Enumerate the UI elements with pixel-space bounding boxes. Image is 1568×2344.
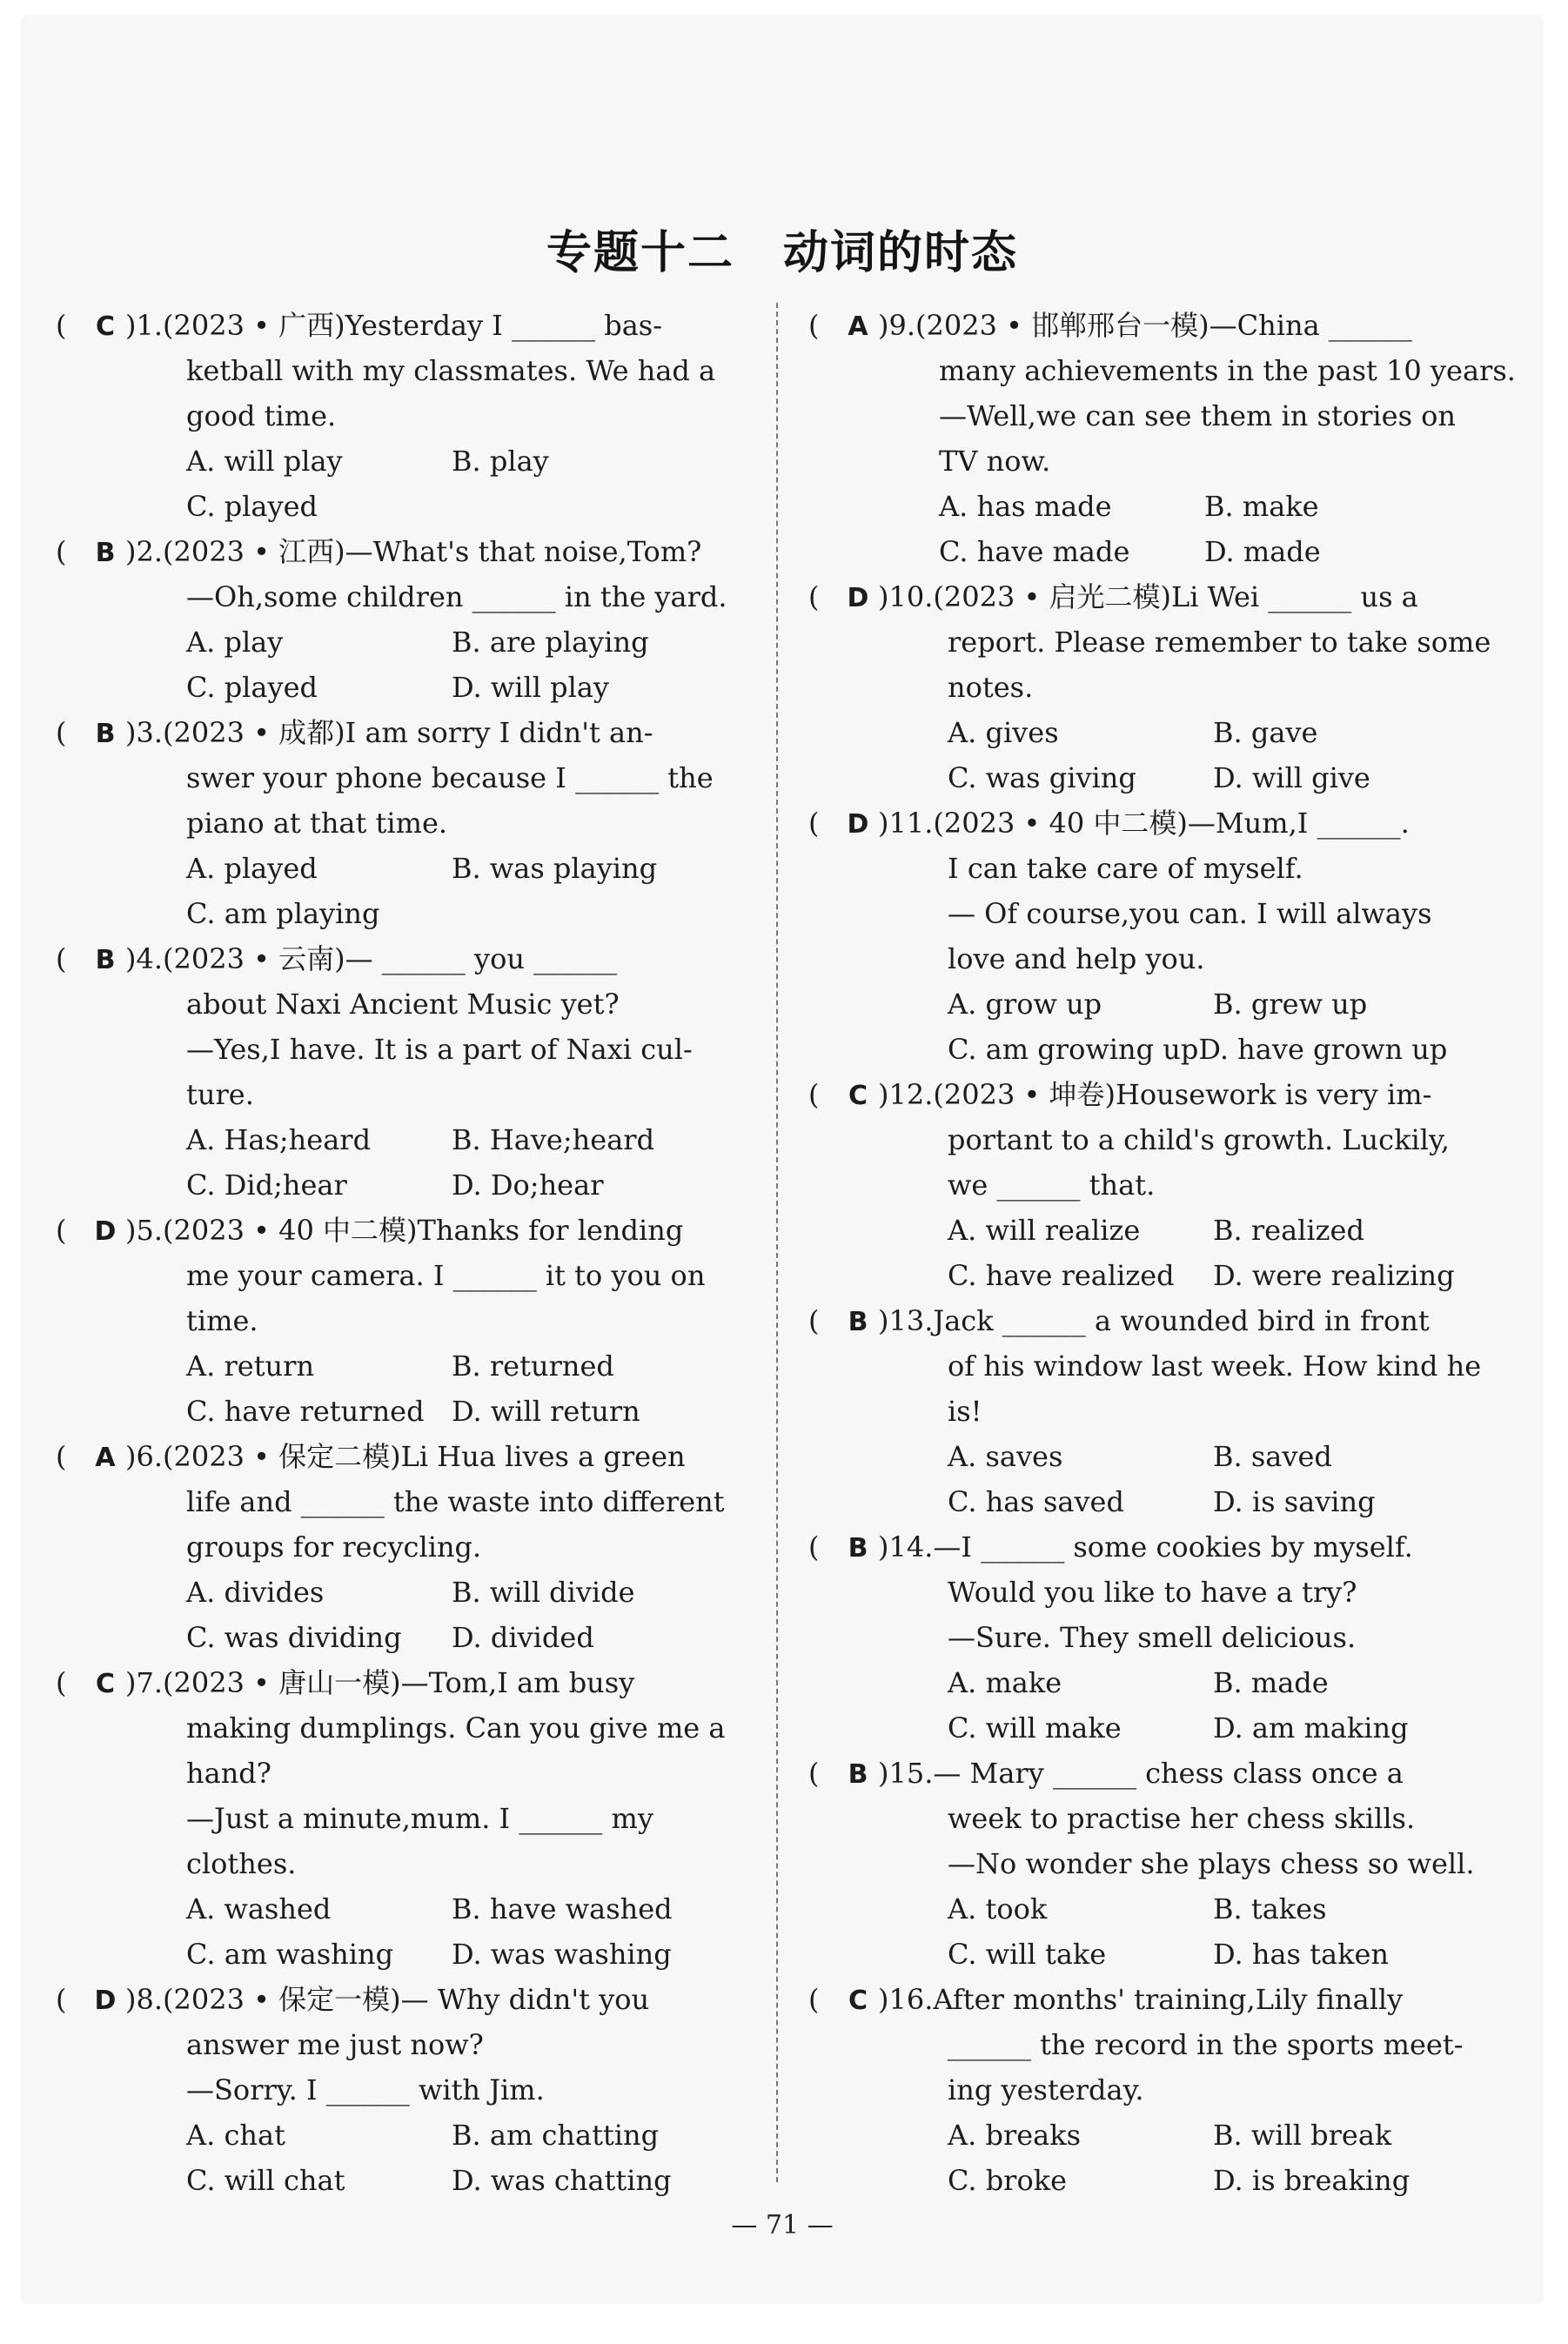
- question-item: [808, 1977, 1531, 2203]
- question-stem-line: many achievements in the past 10 years.: [939, 354, 1516, 387]
- options-row: [808, 1660, 1531, 1705]
- question-stem-line: time.: [186, 1304, 258, 1337]
- question-stem-line: — Mary ______ chess class once a: [933, 1757, 1404, 1790]
- options-row: [808, 484, 1531, 529]
- answer-option: D. Do;hear: [452, 1169, 604, 1202]
- open-paren: (: [56, 716, 67, 749]
- options-row: [56, 1570, 769, 1615]
- question-first-line: [808, 1298, 1531, 1343]
- question-stem-line: report. Please remember to take some: [948, 626, 1491, 659]
- answer-letter: D: [847, 583, 869, 613]
- question-item: [808, 574, 1531, 800]
- question-stem-line: (2023 • 保定一模)— Why didn't you: [163, 1983, 650, 2016]
- question-stem-line: we ______ that.: [948, 1169, 1156, 1202]
- question-number: 10.: [888, 580, 934, 613]
- answer-option: D. made: [1204, 535, 1321, 568]
- options-row: [56, 1932, 769, 1977]
- question-stem-line: ing yesterday.: [948, 2073, 1144, 2106]
- open-paren: (: [56, 1214, 67, 1247]
- question-stem-line: swer your phone because I ______ the: [186, 761, 714, 794]
- open-paren: (: [56, 535, 67, 568]
- question-stem-line: is!: [948, 1395, 982, 1428]
- title-topic: 专题十二: [546, 227, 734, 279]
- question-stem-line: —Sorry. I ______ with Jim.: [186, 2073, 545, 2106]
- question-item: [808, 1298, 1531, 1524]
- options-row: [808, 1932, 1531, 1977]
- open-paren: (: [808, 1078, 820, 1111]
- options-row: [808, 1434, 1531, 1479]
- question-stem-line: (2023 • 40 中二模)—Mum,I ______.: [933, 807, 1410, 840]
- answer-letter: C: [95, 1669, 116, 1699]
- close-paren: ): [878, 580, 889, 613]
- answer-option: A. gives: [948, 716, 1059, 749]
- page-title: [21, 216, 1544, 281]
- question-first-line: [808, 574, 1531, 619]
- left-column: [56, 303, 769, 2203]
- question-number: 11.: [888, 807, 934, 840]
- question-stem-line: (2023 • 保定二模)Li Hua lives a green: [163, 1440, 686, 1473]
- question-stem-line: —Yes,I have. It is a part of Naxi cul-: [186, 1033, 693, 1066]
- question-number: 12.: [888, 1078, 934, 1111]
- question-stem-line: —Sure. They smell delicious.: [948, 1621, 1357, 1654]
- question-number: 4.: [136, 942, 164, 975]
- answer-option: D. will return: [452, 1395, 640, 1428]
- options-row: [808, 1027, 1531, 1072]
- question-number: 6.: [136, 1440, 164, 1473]
- close-paren: ): [878, 1078, 889, 1111]
- answer-option: C. will chat: [186, 2164, 345, 2197]
- answer-option: A. divides: [186, 1576, 325, 1609]
- question-item: [808, 303, 1531, 574]
- question-item: [56, 936, 769, 1208]
- question-number: 9.: [888, 309, 916, 342]
- answer-option: A. played: [186, 852, 318, 885]
- answer-option: C. will take: [948, 1938, 1107, 1971]
- answer-option: D. were realizing: [1213, 1259, 1455, 1292]
- question-stem-line: (2023 • 唐山一模)—Tom,I am busy: [163, 1666, 635, 1699]
- close-paren: ): [878, 1304, 889, 1337]
- answer-letter: B: [848, 1533, 868, 1564]
- question-stem-line: (2023 • 江西)—What's that noise,Tom?: [163, 535, 702, 568]
- answer-option: B. will break: [1213, 2119, 1392, 2152]
- question-stem-line: life and ______ the waste into different: [186, 1485, 725, 1518]
- close-paren: ): [878, 1983, 889, 2016]
- answer-option: B. are playing: [452, 626, 649, 659]
- open-paren: (: [808, 1757, 820, 1790]
- answer-letter: A: [848, 311, 868, 342]
- options-row: [808, 529, 1531, 574]
- answer-option: D. is breaking: [1213, 2164, 1411, 2197]
- question-number: 2.: [136, 535, 164, 568]
- answer-option: B. made: [1213, 1666, 1329, 1699]
- answer-option: A. breaks: [948, 2119, 1082, 2152]
- question-first-line: [56, 936, 769, 981]
- options-row: [56, 891, 769, 936]
- answer-option: B. takes: [1213, 1892, 1327, 1925]
- answer-option: C. have made: [939, 535, 1130, 568]
- options-row: [56, 439, 769, 484]
- question-number: 3.: [136, 716, 164, 749]
- answer-option: C. played: [186, 671, 318, 704]
- question-stem-line: — Of course,you can. I will always: [948, 897, 1432, 930]
- question-stem-line: TV now.: [939, 445, 1051, 478]
- answer-option: C. played: [186, 490, 318, 523]
- answer-option: A. play: [186, 626, 284, 659]
- open-paren: (: [56, 1666, 67, 1699]
- question-number: 14.: [888, 1530, 934, 1564]
- answer-option: B. gave: [1213, 716, 1318, 749]
- answer-option: A. will realize: [948, 1214, 1141, 1247]
- close-paren: ): [878, 807, 889, 840]
- open-paren: (: [56, 1440, 67, 1473]
- question-stem-line: —Well,we can see them in stories on: [939, 399, 1457, 432]
- answer-option: B. make: [1204, 490, 1319, 523]
- question-number: 16.: [888, 1983, 934, 2016]
- open-paren: (: [56, 942, 67, 975]
- options-row: [56, 1886, 769, 1932]
- answer-option: A. return: [186, 1349, 315, 1383]
- question-first-line: [808, 1524, 1531, 1570]
- question-stem-line: ketball with my classmates. We had a: [186, 354, 716, 387]
- options-row: [56, 665, 769, 710]
- question-stem-line: about Naxi Ancient Music yet?: [186, 988, 620, 1021]
- question-first-line: [808, 1751, 1531, 1796]
- answer-option: A. chat: [186, 2119, 285, 2152]
- answer-option: C. was dividing: [186, 1621, 402, 1654]
- answer-letter: C: [95, 311, 116, 342]
- close-paren: ): [125, 1983, 137, 2016]
- answer-option: A. make: [948, 1666, 1062, 1699]
- answer-option: D. will give: [1213, 761, 1370, 794]
- question-stem-line: me your camera. I ______ it to you on: [186, 1259, 706, 1292]
- question-first-line: [56, 1977, 769, 2022]
- answer-option: A. washed: [186, 1892, 332, 1925]
- close-paren: ): [878, 1757, 889, 1790]
- question-number: 8.: [136, 1983, 164, 2016]
- answer-option: B. grew up: [1213, 988, 1368, 1021]
- options-row: [56, 2113, 769, 2158]
- answer-option: A. took: [948, 1892, 1048, 1925]
- close-paren: ): [125, 1440, 137, 1473]
- answer-option: C. was giving: [948, 761, 1136, 794]
- question-number: 1.: [136, 309, 164, 342]
- question-stem-line: (2023 • 邯郸邢台一模)—China ______: [915, 309, 1412, 342]
- options-row: [56, 1615, 769, 1660]
- answer-option: C. am growing upD. have grown up: [948, 1033, 1448, 1066]
- question-stem-line: Would you like to have a try?: [948, 1576, 1357, 1609]
- options-row: [56, 1162, 769, 1208]
- question-stem-line: (2023 • 云南)— ______ you ______: [163, 942, 618, 975]
- answer-option: D. am making: [1213, 1711, 1409, 1745]
- open-paren: (: [808, 1530, 820, 1564]
- question-item: [56, 710, 769, 936]
- question-stem-line: notes.: [948, 671, 1034, 704]
- options-row: [808, 1886, 1531, 1932]
- question-first-line: [56, 710, 769, 755]
- options-row: [56, 484, 769, 529]
- answer-letter: B: [95, 538, 116, 568]
- question-first-line: [56, 303, 769, 348]
- question-stem-line: I can take care of myself.: [948, 852, 1303, 885]
- close-paren: ): [125, 942, 137, 975]
- question-first-line: [56, 529, 769, 574]
- answer-option: A. Has;heard: [186, 1123, 372, 1156]
- question-first-line: [808, 303, 1531, 348]
- question-stem-line: Jack ______ a wounded bird in front: [933, 1304, 1430, 1337]
- question-number: 13.: [888, 1304, 934, 1337]
- answer-option: D. has taken: [1213, 1938, 1390, 1971]
- question-stem-line: —Just a minute,mum. I ______ my: [186, 1802, 653, 1835]
- question-item: [808, 1751, 1531, 1977]
- answer-letter: D: [847, 809, 869, 840]
- answer-option: C. Did;hear: [186, 1169, 347, 1202]
- open-paren: (: [808, 309, 820, 342]
- answer-option: C. am washing: [186, 1938, 394, 1971]
- answer-option: A. saves: [948, 1440, 1063, 1473]
- answer-option: D. was chatting: [452, 2164, 672, 2197]
- options-row: [56, 846, 769, 891]
- answer-option: A. grow up: [948, 988, 1102, 1021]
- close-paren: ): [878, 1530, 889, 1564]
- question-stem-line: making dumplings. Can you give me a: [186, 1711, 726, 1745]
- answer-option: B. saved: [1213, 1440, 1332, 1473]
- question-stem-line: answer me just now?: [186, 2028, 484, 2061]
- question-stem-line: (2023 • 启光二模)Li Wei ______ us a: [933, 580, 1418, 613]
- open-paren: (: [56, 1983, 67, 2016]
- question-stem-line: good time.: [186, 399, 337, 432]
- answer-option: C. has saved: [948, 1485, 1124, 1518]
- open-paren: (: [56, 309, 67, 342]
- answer-letter: B: [95, 945, 116, 975]
- answer-option: B. am chatting: [452, 2119, 660, 2152]
- question-item: [56, 1434, 769, 1660]
- title-subject: 动词的时态: [783, 227, 1019, 279]
- options-row: [808, 710, 1531, 755]
- worksheet-page: [21, 16, 1544, 2304]
- answer-option: B. play: [452, 445, 549, 478]
- question-item: [56, 303, 769, 529]
- close-paren: ): [125, 716, 137, 749]
- options-row: [56, 1343, 769, 1389]
- answer-option: D. will play: [452, 671, 609, 704]
- question-first-line: [808, 1072, 1531, 1117]
- question-stem-line: groups for recycling.: [186, 1530, 482, 1564]
- answer-option: B. have washed: [452, 1892, 673, 1925]
- options-row: [808, 1253, 1531, 1298]
- open-paren: (: [808, 1304, 820, 1337]
- question-stem-line: (2023 • 坤卷)Housework is very im-: [933, 1078, 1432, 1111]
- options-row: [808, 981, 1531, 1027]
- right-column: [808, 303, 1531, 2203]
- answer-option: C. have returned: [186, 1395, 425, 1428]
- question-number: 5.: [136, 1214, 164, 1247]
- close-paren: ): [125, 309, 137, 342]
- question-stem-line: (2023 • 广西)Yesterday I ______ bas-: [163, 309, 663, 342]
- open-paren: (: [808, 807, 820, 840]
- page-number: — 71 —: [731, 2210, 834, 2240]
- question-stem-line: —No wonder she plays chess so well.: [948, 1847, 1475, 1880]
- answer-option: D. is saving: [1213, 1485, 1376, 1518]
- options-row: [56, 1389, 769, 1434]
- open-paren: (: [808, 1983, 820, 2016]
- answer-option: B. Have;heard: [452, 1123, 655, 1156]
- answer-letter: D: [94, 1986, 117, 2016]
- answer-letter: A: [95, 1443, 116, 1473]
- answer-option: C. broke: [948, 2164, 1068, 2197]
- question-stem-line: piano at that time.: [186, 807, 448, 840]
- question-stem-line: love and help you.: [948, 942, 1205, 975]
- question-first-line: [56, 1660, 769, 1705]
- answer-letter: B: [848, 1307, 868, 1337]
- answer-option: A. will play: [186, 445, 343, 478]
- question-first-line: [56, 1208, 769, 1253]
- question-first-line: [808, 800, 1531, 846]
- question-number: 7.: [136, 1666, 164, 1699]
- answer-letter: C: [848, 1986, 868, 2016]
- answer-option: B. was playing: [452, 852, 658, 885]
- answer-letter: C: [848, 1081, 868, 1111]
- options-row: [808, 1479, 1531, 1524]
- question-item: [56, 1208, 769, 1434]
- question-stem-line: clothes.: [186, 1847, 297, 1880]
- question-item: [56, 529, 769, 710]
- close-paren: ): [878, 309, 889, 342]
- answer-option: C. am playing: [186, 897, 380, 930]
- answer-option: B. returned: [452, 1349, 614, 1383]
- options-row: [808, 755, 1531, 800]
- question-stem-line: —Oh,some children ______ in the yard.: [186, 580, 727, 613]
- question-stem-line: —I ______ some cookies by myself.: [933, 1530, 1413, 1564]
- question-item: [808, 1524, 1531, 1751]
- question-item: [56, 1977, 769, 2203]
- answer-option: D. was washing: [452, 1938, 672, 1971]
- close-paren: ): [125, 1666, 137, 1699]
- question-first-line: [56, 1434, 769, 1479]
- answer-option: C. have realized: [948, 1259, 1175, 1292]
- answer-option: C. will make: [948, 1711, 1122, 1745]
- column-divider: [776, 303, 778, 2182]
- question-stem-line: ______ the record in the sports meet-: [948, 2028, 1464, 2061]
- answer-letter: B: [95, 719, 116, 749]
- question-item: [808, 1072, 1531, 1298]
- options-row: [56, 2158, 769, 2203]
- options-row: [808, 1208, 1531, 1253]
- options-row: [808, 1705, 1531, 1751]
- question-stem-line: of his window last week. How kind he: [948, 1349, 1482, 1383]
- options-row: [56, 619, 769, 665]
- options-row: [56, 1117, 769, 1162]
- options-row: [808, 2113, 1531, 2158]
- question-stem-line: After months' training,Lily finally: [933, 1983, 1404, 2016]
- question-item: [808, 800, 1531, 1072]
- open-paren: (: [808, 580, 820, 613]
- question-number: 15.: [888, 1757, 934, 1790]
- question-stem-line: (2023 • 40 中二模)Thanks for lending: [163, 1214, 684, 1247]
- options-row: [808, 2158, 1531, 2203]
- question-stem-line: week to practise her chess skills.: [948, 1802, 1416, 1835]
- question-stem-line: ture.: [186, 1078, 254, 1111]
- answer-option: B. realized: [1213, 1214, 1364, 1247]
- question-item: [56, 1660, 769, 1977]
- answer-option: B. will divide: [452, 1576, 635, 1609]
- question-stem-line: (2023 • 成都)I am sorry I didn't an-: [163, 716, 653, 749]
- answer-option: D. divided: [452, 1621, 594, 1654]
- answer-letter: D: [94, 1216, 117, 1247]
- question-stem-line: portant to a child's growth. Luckily,: [948, 1123, 1450, 1156]
- answer-letter: B: [848, 1759, 868, 1790]
- close-paren: ): [125, 535, 137, 568]
- question-stem-line: hand?: [186, 1757, 271, 1790]
- question-first-line: [808, 1977, 1531, 2022]
- answer-option: A. has made: [939, 490, 1112, 523]
- close-paren: ): [125, 1214, 137, 1247]
